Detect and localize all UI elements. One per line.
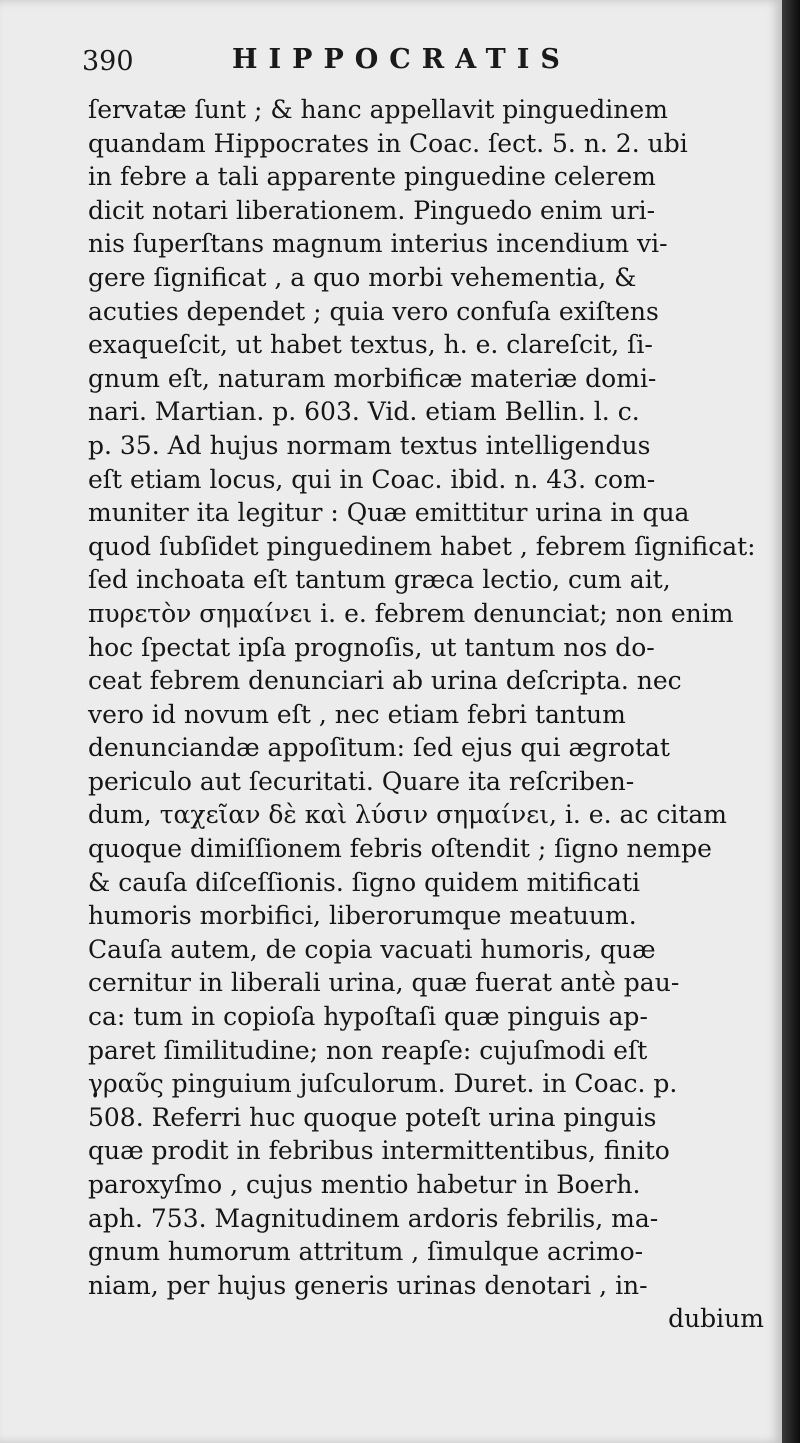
text-line: niam, per hujus generis urinas denotari , in- <box>88 1270 648 1300</box>
text-line: πυρετὸν σημαίνει i. e. febrem denunciat; non enim <box>88 598 734 628</box>
text-line: denunciandæ appoſitum: ſed ejus qui ægrotat <box>88 733 670 763</box>
text-line: ceat febrem denunciari ab urina deſcripta. nec <box>88 666 682 696</box>
text-line: quoque dimiſſionem febris oſtendit ; ſigno nempe <box>88 834 712 864</box>
text-line: periculo aut ſecuritati. Quare ita reſcriben- <box>88 766 635 796</box>
text-line: muniter ita legitur : Quæ emittitur urina in qua <box>88 498 690 528</box>
text-line: aph. 753. Magnitudinem ardoris febrilis, ma- <box>88 1203 659 1233</box>
text-line: ſed inchoata eſt tantum græca lectio, cum ait, <box>88 565 671 595</box>
text-line: gnum eſt, naturam morbificæ materiæ domi- <box>88 363 657 393</box>
text-line: nari. Martian. p. 603. Vid. etiam Bellin. l. c. <box>88 397 640 427</box>
text-line: gere ſignificat , a quo morbi vehementia, & <box>88 262 637 292</box>
text-line: gnum humorum attritum , ſimulque acrimo- <box>88 1237 644 1267</box>
text-line: ſervatæ ſunt ; & hanc appellavit pinguedinem <box>88 95 668 124</box>
text-line: γραῦς pinguium juſculorum. Duret. in Coac. p. <box>88 1069 678 1099</box>
text-line: paret ſimilitudine; non reapſe: cujuſmodi eſt <box>88 1035 648 1065</box>
text-line: in febre a tali apparente pinguedine celerem <box>88 162 656 192</box>
catchword: dubium <box>668 1304 764 1334</box>
text-line: quæ prodit in febribus intermittentibus, finito <box>88 1136 670 1166</box>
text-line: 508. Referri huc quoque poteſt urina pinguis <box>88 1102 657 1132</box>
text-line: Cauſa autem, de copia vacuati humoris, quæ <box>88 934 656 964</box>
text-line: hoc ſpectat ipſa prognoſis, ut tantum nos do- <box>88 632 655 662</box>
text-line: paroxyſmo , cujus mentio habetur in Boerh. <box>88 1170 641 1199</box>
running-head: HIPPOCRATIS <box>232 44 571 75</box>
scan-edge-shadow <box>782 0 800 1443</box>
text-line: nis ſuperſtans magnum interius incendium vi- <box>88 229 668 259</box>
text-line: dicit notari liberationem. Pinguedo enim uri- <box>88 195 656 225</box>
body-text <box>88 93 764 1336</box>
text-line: acuties dependet ; quia vero confuſa exiſtens <box>88 296 659 326</box>
text-line: quandam Hippocrates in Coac. ſect. 5. n. 2. ubi <box>88 128 688 158</box>
text-line: vero id novum eſt , nec etiam febri tantum <box>88 699 626 729</box>
text-line: & cauſa diſceſſionis. ſigno quidem mitificati <box>88 867 641 897</box>
text-line: cernitur in liberali urina, quæ fuerat antè pau- <box>88 968 680 998</box>
text-line: p. 35. Ad hujus normam textus intelligendus <box>88 430 651 460</box>
text-line: ca: tum in copioſa hypoſtaſi quæ pinguis ap- <box>88 1002 648 1032</box>
page-number: 390 <box>82 46 134 77</box>
text-line: humoris morbifici, liberorumque meatuum. <box>88 901 637 931</box>
text-line: quod ſubſidet pinguedinem habet , febrem ſignificat: <box>88 531 756 561</box>
text-line: exaqueſcit, ut habet textus, h. e. clareſcit, ſi- <box>88 330 653 360</box>
text-line: dum, ταχεῖαν δὲ καὶ λύσιν σημαίνει, i. e. ac citam <box>88 800 727 830</box>
page-header <box>82 40 642 80</box>
text-line: eſt etiam locus, qui in Coac. ibid. n. 43. com- <box>88 464 656 494</box>
